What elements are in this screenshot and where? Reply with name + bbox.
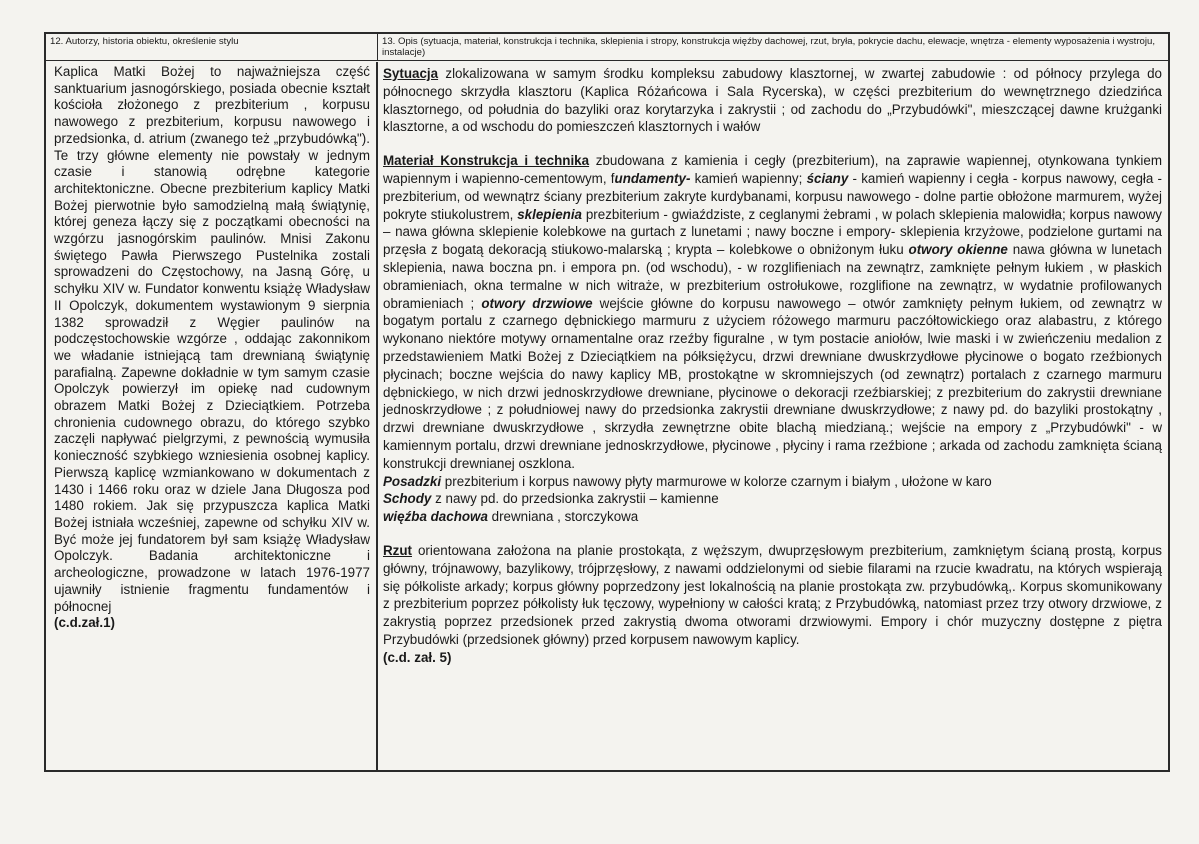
material-text-3: - kamień wapienny i cegła - korpus nawowy, cegła - prezbiterium, od wewnątrz ściany prezbiterium zakryte kurdybanami, korpusu nawowego - dolne partie obłożone marmurem, wyżej pokryte stiukolustrem,	[383, 170, 1163, 222]
description-column-header: 13. Opis (sytuacja, materiał, konstrukcja i technika, sklepienia i stropy, konstrukcja więźby dachowej, rzut, bryła, pokrycie dachu, elewacje, wnętrza - elementy wyposażenia i wystroju, instalacje)	[382, 36, 1155, 58]
posadzki-label: Posadzki	[383, 473, 442, 489]
material-text-2: kamień wapienny;	[690, 170, 807, 186]
sciany-keyword: ściany	[806, 170, 849, 186]
material-text-1: zbudowana z kamienia i cegły (prezbiterium), na zaprawie wapiennej, otynkowana tynkiem wapiennym i wapienno-cementowym, f	[383, 153, 1162, 186]
section-posadzki	[383, 473, 1162, 491]
description-column	[379, 62, 1168, 770]
material-label: Materiał Konstrukcja i technika	[383, 153, 590, 169]
otwory-okienne-keyword: otwory okienne	[908, 242, 1008, 258]
material-text-6: wejście główne do korpusu nawowego – otwór zamknięty pełnym łukiem, od zewnątrz w bogatym portalu z czarnego dębnickiego marmuru z użyciem różowego marmuru paczółtowickiego oraz alabastru, z którego wykonano niektóre motywy ornamentalne oraz rzeźby figuralne , w tym postacie aniołów, lwie maski i w zwieńczeniu medalion z przedstawieniem Matki Bożej z Dzieciątkiem na półksiężycu, drzwi drewniane dwuskrzydłowe płycinowe o bogato rzeźbionych płycinach; boczne wejścia do nawy kaplicy MB, prostokątne w skromniejszych (od zewnątrz) portalach z czarnego marmuru dębnickiego, w nich drzwi jednoskrzydłowe drewniane, płycinowe o dekoracji rzeźbiarskiej; z prezbiterium do zakrystii drewniane jednoskrzydłowe ; z południowej nawy do przedsionka zakrystii drewniane dwuskrzydłowe; z nawy pd. do bazyliki prostokątny , drzwi drewniane dwuskrzydłowe , skrzydła zewnętrzne obite blachą miedzianą.; wejście na empory z „Przybudówki" - w kamiennym portalu, drzwi drewniane jednoskrzydłowe, płycinowe , płyciny i rama rzeźbione ; arkada od zachodu zamknięta ścianą konstrukcji drewnianej oszklona.	[383, 295, 1162, 471]
section-rzut	[383, 542, 1162, 649]
posadzki-text: prezbiterium i korpus nawowy płyty marmurowe w kolorze czarnym i białym , ułożone w karo	[441, 473, 992, 489]
material-text-5: nawa główna w lunetach sklepienia, nawa boczna pn. i empora pn. (od wschodu), - w rozglifieniach na zewnątrz, zamknięte pełnym łukiem , w płaskich obramieniach, okna termalne w nich witraże, w prezbiterium ostrołukowe, rozglifione na zewnątrz, w wydatnie profilowanych obramieniach ;	[383, 242, 1163, 311]
otwory-drzwiowe-keyword: otwory drzwiowe	[481, 295, 593, 311]
sklepienia-keyword: sklepienia	[517, 206, 582, 222]
rzut-text: orientowana założona na planie prostokąta, z węższym, dwuprzęsłowym prezbiterium, zamkniętym ścianą prostą, korpus główny, trójnawowy, bazylikowy, trójprzęsłowy, z nawami oddzielonymi od siebie filarami na rzucie kwadratu, na których wspierają się półkoliste arkady; korpus główny poprzedzony jest lokalnością na planie prostokąta zw. przybudówką,. Korpus skomunikowany z prezbiterium poprzez półkolisty łuk tęczowy, wypełniony w całości kratą; z Przybudówką, natomiast przez trzy otwory drzwiowe, z zakrystią poprzez przedsionek przed zakrystią dwoma otworami drzwiowymi. Empory i chór muzyczny dostępne z piętra Przybudówki (przedsionek główny) przed korpusem nawowym kaplicy.	[383, 542, 1162, 647]
schody-text: z nawy pd. do przedsionka zakrystii – kamienne	[431, 491, 719, 507]
history-column-header: 12. Autorzy, historia obiektu, określenie stylu	[46, 34, 378, 60]
section-material	[383, 152, 1162, 472]
section-sytuacja	[383, 65, 1162, 136]
sytuacja-label: Sytuacja	[383, 66, 439, 81]
material-text-4: prezbiterium - gwiaździste, z ceglanymi żebrami , w polach sklepienia malowidła; korpus nawowy – nawa główna sklepienie kolebkowe na gurtach z lunetami ; nawy boczne i empory- sklepienia krzyżowe, podzielone gurtami na przęsła z bogatą dekoracją stiukowo-malarską ; krypta – kolebkowe o obniżonym łuku	[383, 206, 1163, 258]
wiezba-text: drewniana , storczykowa	[487, 509, 639, 525]
section-wiezba	[383, 508, 1162, 526]
form-sheet	[44, 32, 1170, 772]
description-continuation: (c.d. zał. 5)	[383, 649, 452, 665]
wiezba-label: więźba dachowa	[383, 509, 488, 525]
rzut-label: Rzut	[383, 542, 413, 558]
sytuacja-text: zlokalizowana w samym środku kompleksu zabudowy klasztornej, w zwartej zabudowie : od północy przylega do północnego skrzydła klasztoru (Kaplica Różańcowa i Sala Rycerska), w części prezbiterium do wewnętrznego dziedzińca klasztornego, od południa do bazyliki oraz korytarzyka i zakrystii ; od zachodu do „Przybudówki", mieszczącej dawne krużganki klasztorne, a od wschodu do pomieszczeń klasztornych i wałów	[383, 66, 1162, 135]
history-continuation: (c.d.zał.1)	[54, 615, 116, 631]
section-schody	[383, 490, 1162, 508]
history-text: Kaplica Matki Bożej to najważniejsza część sanktuarium jasnogórskiego, posiada obecnie kształt kościoła złożonego z prezbiterium , korpusu nawowego z prezbiterium, korpusu nawowego i przedsionka, d. atrium (zwanego też „przybudówką"). Te trzy główne elementy nie powstały w jednym czasie i stanowią odrębne kategorie architektoniczne. Obecne prezbiterium kaplicy Matki Bożej pierwotnie było samodzielną małą świątynię, której geneza łączy się z początkami obecności na wzgórzu jasnogórskim paulinów. Mnisi Zakonu świętego Pawła Pierwszego Pustelnika zostali sprowadzeni do Częstochowy, na Jasną Górę, u schyłku XIV w. Fundator konwentu książę Władysław II Opolczyk, dokumentem wystawionym 9 sierpnia 1382 sprowadził z Węgier paulinów na podczęstochowskie wzgórze , oddając zakonnikom we władanie istniejącą tam drewnianą świątynię parafialną. Zapewne dokładnie w tym samym czasie Opolczyk powierzył im opiekę nad cudownym obrazem Matki Bożej z Dzieciątkiem. Potrzeba chronienia cudownego obrazu, do którego szybko zaczęli napływać pielgrzymi, z pewnością wymusiła konieczność szybkiego wzniesienia osobnej kaplicy. Pierwszą kaplicę wzmiankowano w dokumentach z 1430 i 1466 roku oraz w dziele Jana Długosza pod 1480 rokiem. Jak się przypuszcza kaplica Matki Bożej istniała wcześniej, zapewne od schyłku XIV w. Być może jej fundatorem był sam książę Władysław Opolczyk. Badania architektoniczne i archeologiczne, prowadzone w latach 1976-1977 ujawniły istnienie fragmentu fundamentów i północnej	[54, 64, 370, 614]
schody-label: Schody	[383, 491, 432, 507]
fundamenty-keyword: undamenty-	[614, 170, 691, 186]
header-divider	[46, 60, 1168, 61]
history-column	[46, 62, 378, 770]
